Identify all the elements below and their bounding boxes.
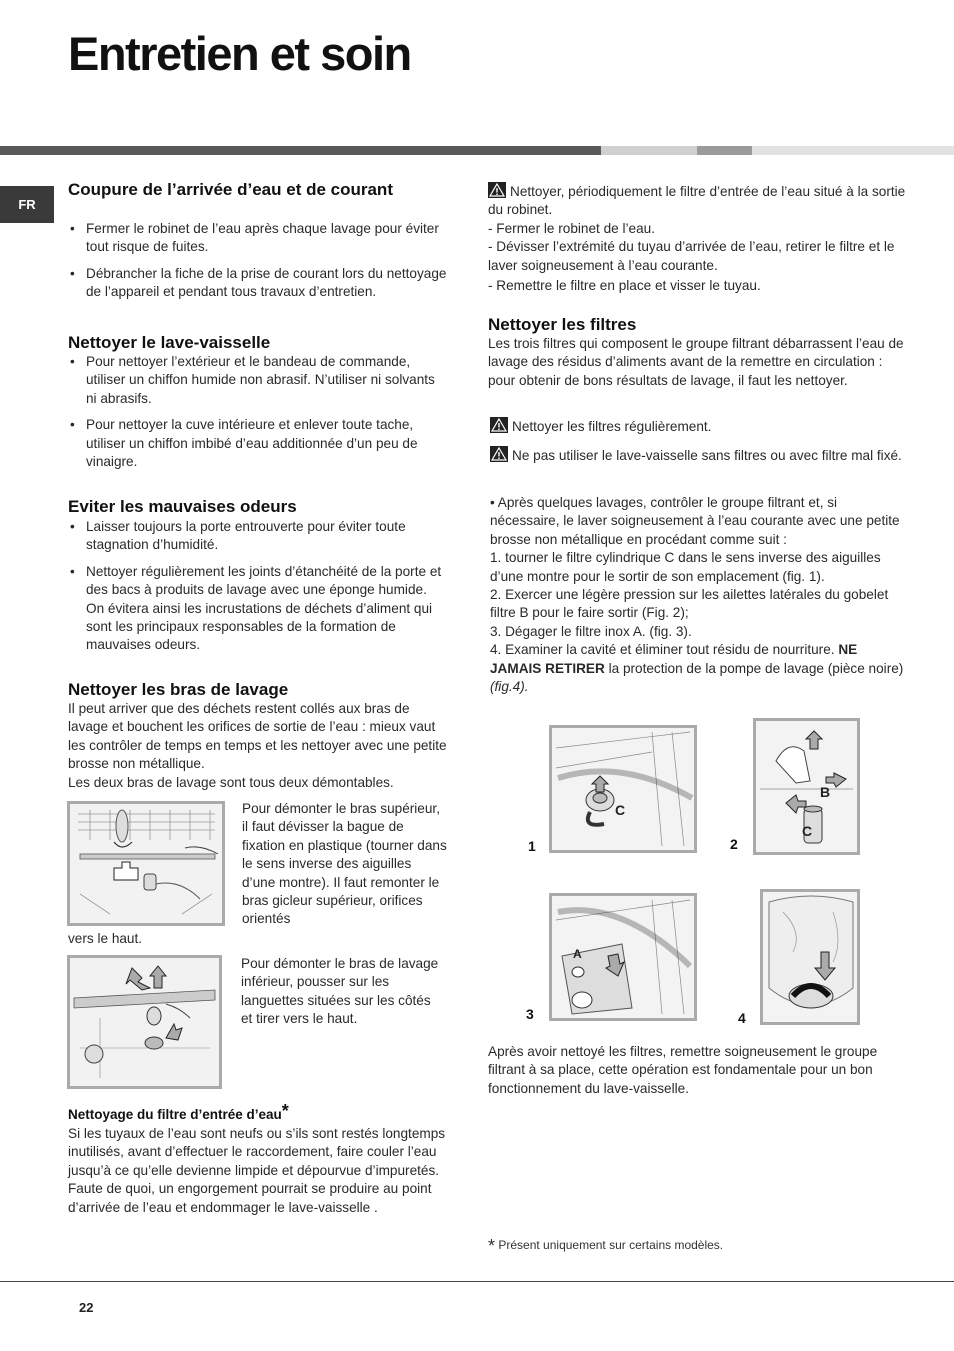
lower-arm-text: Pour démonter le bras de lavage inférieur, pousser sur les languettes situées sur les côtés et tirer vers le haut. [241, 956, 439, 1027]
header-bar-light-end [752, 146, 954, 155]
step-4-figref: (fig.4). [490, 679, 529, 695]
footnote [488, 1233, 723, 1254]
step-3: 3. Dégager le filtre inox A. (fig. 3). [490, 623, 692, 639]
footnote-marker: * [281, 1101, 289, 1121]
warning-text: Nettoyer les filtres régulièrement. [512, 419, 712, 434]
step-4-emphasis: NE JAMAIS RETIRER [490, 642, 858, 676]
inlet-line-4: - Remettre le filtre en place et visser le tuyau. [488, 278, 761, 294]
figure-label-c2: C [802, 823, 813, 839]
page-title: Entretien et soin [68, 27, 411, 80]
filters-intro: Les trois filtres qui composent le groupe filtrant débarrassent l’eau de lavage des résidus d’aliments avant de la remettre en circulation : pour obtenir de bons résultats de lavage, il faut les nettoyer. [488, 336, 904, 388]
header-bar-light [601, 146, 697, 155]
warning-icon [490, 446, 508, 462]
header-bar-dark [0, 146, 601, 155]
header-bar-mid [697, 146, 752, 155]
figure-label-a: A [573, 947, 582, 961]
figure-label-c: C [615, 802, 626, 818]
heading-clean-dishwasher: Nettoyer le lave-vaisselle [68, 333, 271, 352]
step-intro: • Après quelques lavages, contrôler le groupe filtrant et, si nécessaire, le laver soigneusement à l’eau courante avec une petite brosse non métallique en procédant comme suit : [490, 495, 900, 547]
heading-water-power-cutoff: Coupure de l’arrivée d’eau et de courant [68, 180, 393, 199]
warning-icon [490, 417, 508, 433]
filter-4-illustration [763, 892, 857, 1022]
list-item: • Nettoyer régulièrement les joints d’étanchéité de la porte et des bacs à produits de lavage avec une éponge humide. On évitera ainsi les incrustations de déchets d’aliment qui sont les principaux responsables de la formation de mauvaises odeurs. [68, 563, 448, 655]
upper-arm-text: Pour démonter le bras supérieur, il faut dévisser la bague de fixation en plastique (tourner dans le sens inverse des aiguilles d’une montre). Il faut remonter le bras gicleur supérieur, orifices orientés [242, 801, 447, 927]
step-1: 1. tourner le filtre cylindrique C dans le sens inverse des aiguilles d’une montre pour le sortir de son emplacement (fig. 1). [490, 550, 881, 584]
list-water-power-cutoff [68, 220, 448, 310]
paragraph [488, 182, 908, 220]
inlet-line-1: Nettoyer, périodiquement le filtre d’entrée de l’eau situé à la sortie du robinet. [488, 184, 906, 218]
warning-icon [488, 182, 506, 198]
figure-number-4: 4 [738, 1010, 746, 1026]
heading-spray-arms: Nettoyer les bras de lavage [68, 680, 289, 699]
filters-steps [490, 494, 908, 696]
figure-upper-spray-arm [67, 801, 225, 926]
paragraph: Il peut arriver que des déchets restent collés aux bras de lavage et bouchent les orifices de sortie de l’eau : mieux vaut les contrôler de temps en temps et les nettoyer avec une petite brosse non métallique. [68, 701, 447, 772]
step-2: 2. Exercer une légère pression sur les ailettes latérales du gobelet filtre B pour le faire sortir (Fig. 2); [490, 587, 889, 621]
figure-label-b: B [820, 784, 831, 800]
list-item: • Pour nettoyer la cuve intérieure et enlever toute tache, utiliser un chiffon imbibé d’eau additionnée d’un peu de vinaigre. [68, 416, 448, 471]
filters-closing: Après avoir nettoyé les filtres, remettre soigneusement le groupe filtrant à sa place, cette opération est fondamentale pour un bon fonctionnement du lave-vaisselle. [488, 1044, 878, 1096]
list-item: • Fermer le robinet de l’eau après chaque lavage pour éviter tout risque de fuites. [68, 220, 448, 257]
heading-avoid-odours: Eviter les mauvaises odeurs [68, 497, 297, 516]
lower-spray-arm-illustration [70, 958, 219, 1086]
list-item: • Pour nettoyer l’extérieur et le bandeau de commande, utiliser un chiffon humide non abrasif. N’utiliser ni solvants ni abrasifs. [68, 353, 448, 408]
upper-arm-text-end: vers le haut. [68, 931, 143, 946]
filter-1-illustration [552, 728, 694, 850]
list-avoid-odours [68, 518, 448, 663]
figure-filter-4 [760, 889, 860, 1025]
heading-inlet-filter-text: Nettoyage du filtre d’entrée d’eau [68, 1107, 282, 1122]
list-item: • Débrancher la fiche de la prise de courant lors du nettoyage de l’appareil et pendant tous travaux d’entretien. [68, 265, 448, 302]
upper-spray-arm-illustration [70, 804, 222, 923]
figure-lower-spray-arm [67, 955, 222, 1089]
inlet-line-3: - Dévisser l’extrémité du tuyau d’arrivée de l’eau, retirer le filtre et le laver soigneusement à l’eau courante. [488, 239, 895, 273]
heading-inlet-filter [68, 1103, 289, 1124]
step-4 [490, 641, 908, 696]
figure-filter-1 [549, 725, 697, 853]
inlet-filter-paragraph: Si les tuyaux de l’eau sont neufs ou s’ils sont restés longtemps inutilisés, avant d’effectuer le raccordement, faire couler l’eau jusqu’à ce qu’elle devienne limpide et dépourvue d’impuretés. Faute de quoi, un engorgement pourrait se produire au point d’arrivée de l’eau et endommager le lave-vaisselle . [68, 1126, 446, 1215]
filters-warning-1 [490, 417, 910, 436]
paragraph: Les deux bras de lavage sont tous deux démontables. [68, 774, 394, 790]
inlet-line-2: - Fermer le robinet de l’eau. [488, 220, 655, 236]
footnote-star: * [488, 1236, 496, 1256]
language-tab: FR [0, 186, 54, 223]
list-clean-dishwasher [68, 353, 448, 479]
figure-number-1: 1 [528, 838, 536, 854]
step-4-text: 4. Examiner la cavité et éliminer tout résidu de nourriture. [490, 642, 835, 658]
filters-warning-2 [490, 446, 910, 465]
heading-clean-filters: Nettoyer les filtres [488, 315, 637, 334]
inlet-filter-instructions [488, 182, 908, 295]
figure-number-3: 3 [526, 1006, 534, 1022]
step-4-text-cont: la protection de la pompe de lavage (pièce noire) [608, 660, 904, 676]
list-item: • Laisser toujours la porte entrouverte pour éviter toute stagnation d’humidité. [68, 518, 448, 555]
figure-number-2: 2 [730, 836, 738, 852]
footnote-text: Présent uniquement sur certains modèles. [498, 1238, 724, 1252]
figure-filter-3 [549, 893, 697, 1021]
spray-arms-intro [68, 700, 448, 792]
warning-text: Ne pas utiliser le lave-vaisselle sans filtres ou avec filtre mal fixé. [512, 448, 902, 463]
footer-rule [0, 1281, 954, 1282]
page-number: 22 [79, 1300, 94, 1315]
